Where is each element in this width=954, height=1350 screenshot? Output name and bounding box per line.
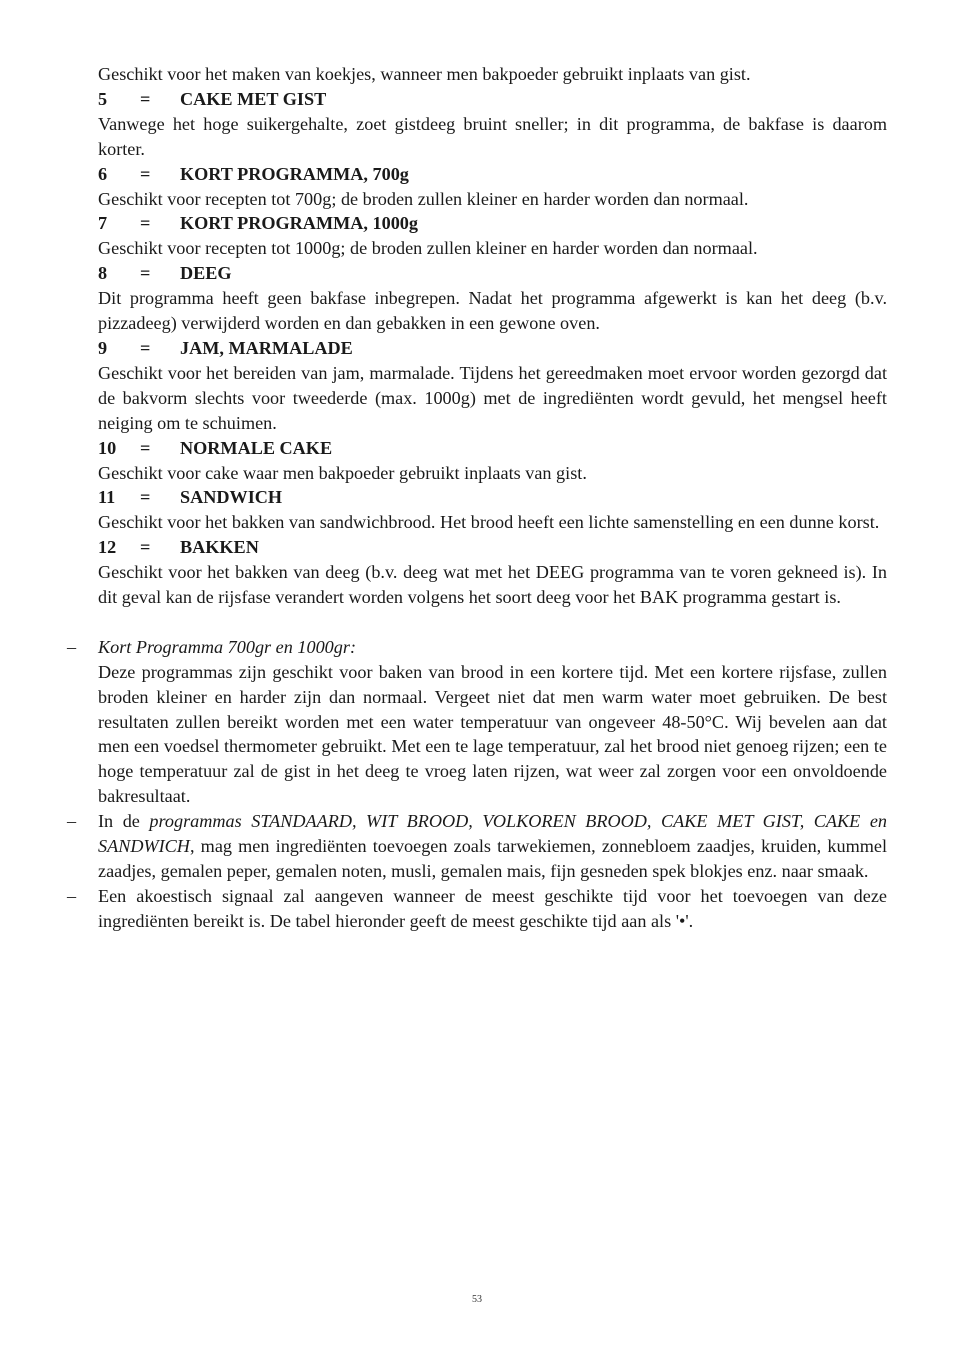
program-number: 7 bbox=[98, 213, 108, 234]
program-heading bbox=[98, 535, 887, 560]
bullet-text: Een akoestisch signaal zal aangeven wanneer de meest geschikte tijd voor het toevoegen van deze ingrediënten bereikt is. De tabel hieronder geeft de meest geschikte tijd aan als '•'. bbox=[98, 885, 887, 931]
equals-sign: = bbox=[140, 437, 151, 458]
program-heading bbox=[98, 211, 887, 236]
program-9 bbox=[98, 336, 887, 436]
bullet-text: Deze programmas zijn geschikt voor baken van brood in een kortere tijd. Met een kortere rijsfase, zullen broden kleiner en harder zijn dan normaal. Vergeet niet dat men warm water moet gebruiken. De best resultaten zullen bereikt worden met een water temperatuur van ongeveer 48-50°C. Wij bevelen aan dat men een voedsel thermometer gebruikt. Met een te lage temperatuur, zal het brood niet genoeg rijzen; een te hoge temperatuur zal de gist in het deeg te vroeg laten rijzen, wat weer zal zorgen voor een onvoldoende bakresultaat. bbox=[98, 661, 887, 807]
program-description: Geschikt voor cake waar men bakpoeder gebruikt inplaats van gist. bbox=[98, 462, 587, 483]
program-12 bbox=[98, 535, 887, 610]
dash-bullet: – bbox=[67, 636, 77, 657]
program-description: Geschikt voor recepten tot 1000g; de broden zullen kleiner en harder worden dan normaal. bbox=[98, 238, 758, 259]
equals-sign: = bbox=[140, 88, 151, 109]
program-title: JAM, MARMALADE bbox=[180, 337, 353, 358]
program-5 bbox=[98, 87, 887, 162]
program-title: KORT PROGRAMMA, 700g bbox=[180, 163, 409, 184]
equals-sign: = bbox=[140, 537, 151, 558]
page-number: 53 bbox=[472, 1294, 482, 1305]
bullet-program-list: programmas STANDAARD, WIT BROOD, VOLKOREN BROOD, CAKE MET GIST, CAKE en SANDWICH bbox=[98, 811, 887, 857]
program-heading bbox=[98, 336, 887, 361]
program-title: NORMALE CAKE bbox=[180, 437, 333, 458]
program-number: 10 bbox=[98, 437, 117, 458]
program-10 bbox=[98, 436, 887, 486]
dash-bullet: – bbox=[67, 811, 77, 832]
equals-sign: = bbox=[140, 163, 151, 184]
bullet-title: Kort Programma 700gr en 1000gr: bbox=[98, 636, 356, 657]
program-title: CAKE MET GIST bbox=[180, 88, 327, 109]
program-number: 8 bbox=[98, 263, 108, 284]
program-title: BAKKEN bbox=[180, 537, 259, 558]
program-title: DEEG bbox=[180, 263, 232, 284]
program-description: Geschikt voor het bakken van sandwichbrood. Het brood heeft een lichte samenstelling en een dunne korst. bbox=[98, 512, 880, 533]
bullet-short-program bbox=[67, 635, 887, 809]
program-description: Dit programma heeft geen bakfase inbegrepen. Nadat het programma afgewerkt is kan het deeg (b.v. pizzadeeg) verwijderd worden en dan gebakken in een gewone oven. bbox=[98, 288, 887, 334]
program-title: SANDWICH bbox=[180, 487, 283, 508]
spacer bbox=[98, 610, 887, 635]
dash-bullet: – bbox=[67, 885, 77, 906]
program-description: Vanwege het hoge suikergehalte, zoet gistdeeg bruint sneller; in dit programma, de bakfase is daarom korter. bbox=[98, 113, 887, 159]
bullet-ingredients bbox=[67, 809, 887, 884]
program-number: 12 bbox=[98, 537, 117, 558]
program-number: 5 bbox=[98, 88, 108, 109]
equals-sign: = bbox=[140, 263, 151, 284]
program-11 bbox=[98, 485, 887, 535]
program-number: 9 bbox=[98, 337, 108, 358]
bullet-text bbox=[98, 809, 887, 884]
intro-paragraph: Geschikt voor het maken van koekjes, wanneer men bakpoeder gebruikt inplaats van gist. bbox=[98, 64, 751, 84]
program-heading bbox=[98, 261, 887, 286]
equals-sign: = bbox=[140, 213, 151, 234]
equals-sign: = bbox=[140, 487, 151, 508]
program-title: KORT PROGRAMMA, 1000g bbox=[180, 213, 418, 234]
bullet-signal bbox=[67, 884, 887, 934]
program-description: Geschikt voor het bakken van deeg (b.v. deeg wat met het DEEG programma van te voren gekneed is). In dit geval kan de rijsfase verandert worden volgens het soort deeg voor het BAK programma gestart is. bbox=[98, 562, 887, 608]
program-number: 11 bbox=[98, 487, 116, 508]
page-content bbox=[67, 62, 887, 934]
program-heading bbox=[98, 162, 887, 187]
program-heading bbox=[98, 485, 887, 510]
program-7 bbox=[98, 211, 887, 261]
program-description: Geschikt voor het bereiden van jam, marmalade. Tijdens het gereedmaken moet ervoor worden gezorgd dat de bakvorm slechts voor tweederde (max. 1000g) met de ingrediënten wordt gevuld, het mengsel heeft neiging om te schuimen. bbox=[98, 362, 887, 433]
program-description: Geschikt voor recepten tot 700g; de broden zullen kleiner en harder worden dan normaal. bbox=[98, 188, 749, 209]
program-heading bbox=[98, 87, 887, 112]
equals-sign: = bbox=[140, 337, 151, 358]
bullet-prefix: In de bbox=[98, 811, 150, 832]
program-number: 6 bbox=[98, 163, 108, 184]
program-6 bbox=[98, 162, 887, 212]
program-8 bbox=[98, 261, 887, 336]
bullet-rest: , mag men ingrediënten toevoegen zoals tarwekiemen, zonnebloem zaadjes, kruiden, kummel zaadjes, gemalen peper, gemalen noten, musli, gemalen mais, fijn gesneden spek blokjes enz. naar smaak. bbox=[98, 836, 887, 881]
program-heading bbox=[98, 436, 887, 461]
